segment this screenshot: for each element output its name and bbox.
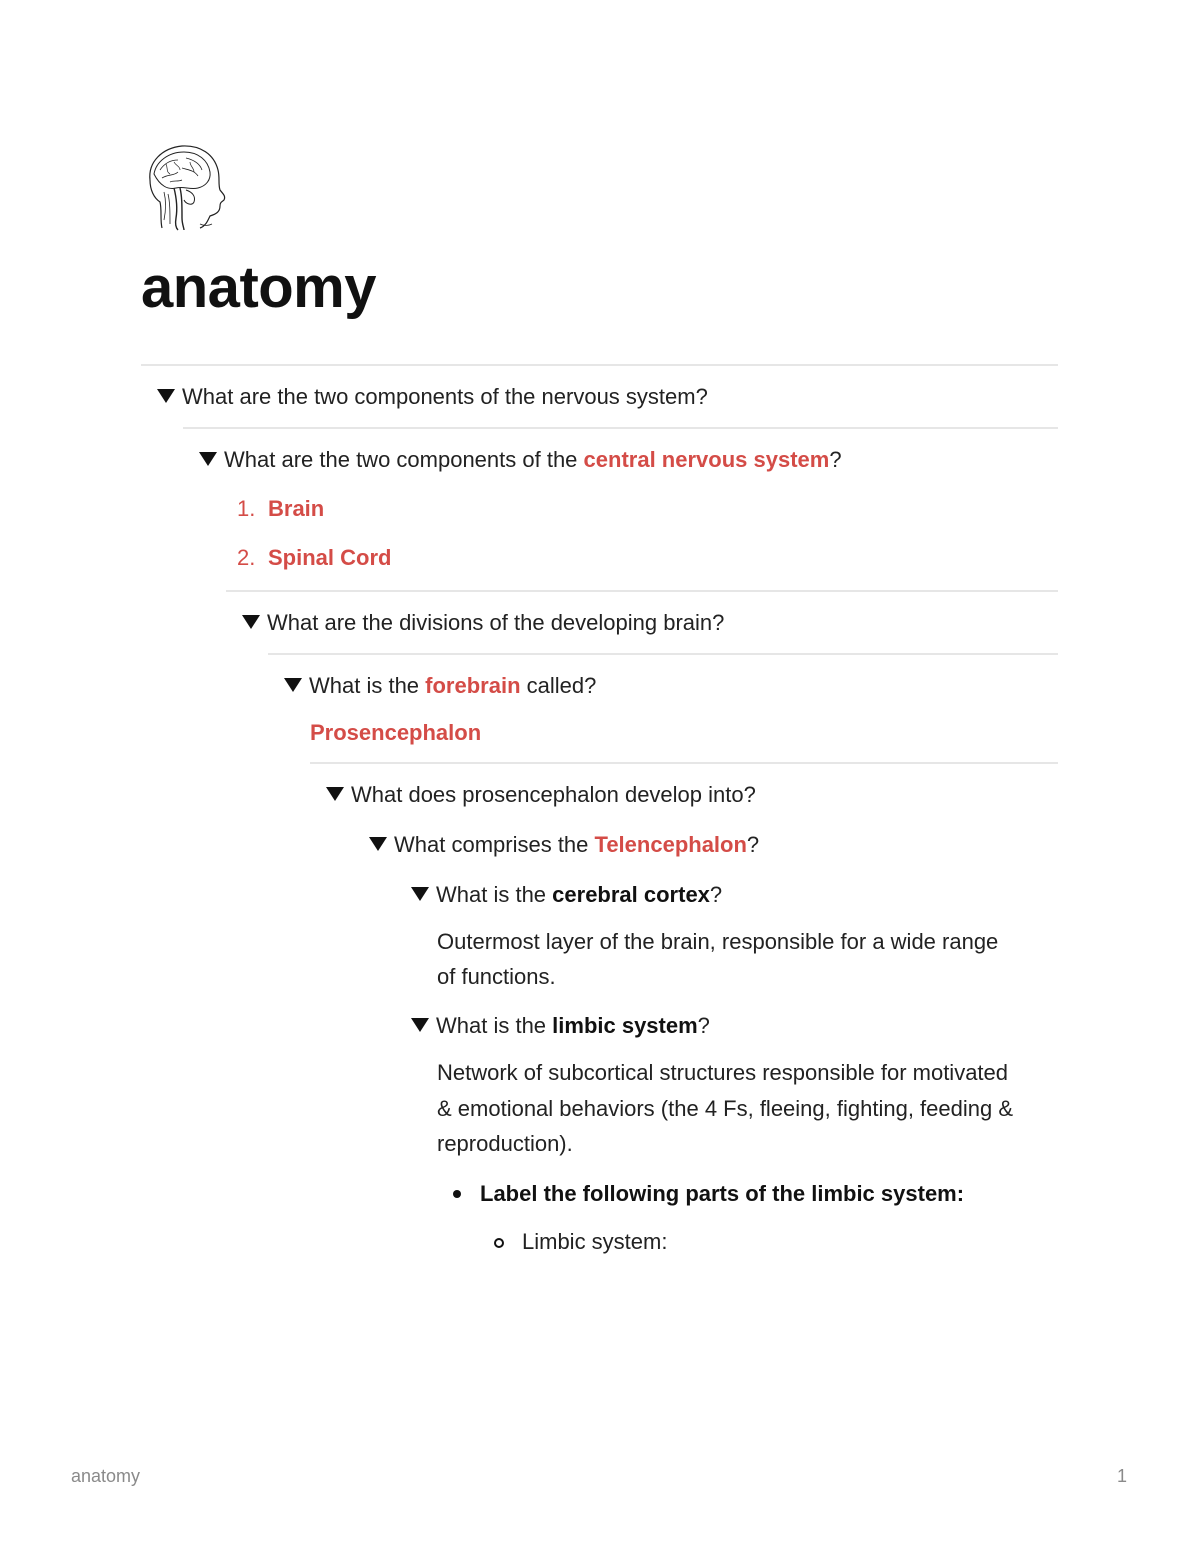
bullet-ring-icon <box>494 1238 504 1248</box>
toggle-bold-term: limbic system <box>552 1013 698 1038</box>
toggle-triangle-icon[interactable] <box>411 887 429 901</box>
toggle-label-prefix: What comprises the <box>394 832 595 857</box>
list-number: 2. <box>237 545 256 570</box>
toggle-triangle-icon[interactable] <box>326 787 344 801</box>
divider <box>226 590 1058 592</box>
answer-limbic-line: reproduction). <box>437 1131 573 1156</box>
bullet-dot-icon <box>453 1190 461 1198</box>
list-item-text: Spinal Cord <box>268 545 392 570</box>
divider <box>310 762 1058 764</box>
toggle-label-prefix: What are the two components of the <box>224 447 584 472</box>
answer-cortex-line: of functions. <box>437 964 556 989</box>
answer-limbic-line: Network of subcortical structures responsible for motivated <box>437 1060 1009 1085</box>
toggle-label-suffix: ? <box>709 882 723 907</box>
divider <box>141 364 1058 366</box>
toggle-triangle-icon[interactable] <box>284 678 302 692</box>
toggle-cerebral-cortex[interactable] <box>411 880 722 910</box>
toggle-triangle-icon[interactable] <box>411 1018 429 1032</box>
list-item-text: Brain <box>268 496 325 521</box>
toggle-prosencephalon-development[interactable] <box>326 780 756 810</box>
toggle-label: What are the two components of the nervous system? <box>182 384 708 409</box>
answer-limbic-line: & emotional behaviors (the 4 Fs, fleeing, fighting, feeding & <box>437 1096 1014 1121</box>
toggle-label: What does prosencephalon develop into? <box>351 782 756 807</box>
toggle-cns-components[interactable] <box>199 445 842 475</box>
toggle-label: What are the divisions of the developing brain? <box>267 610 725 635</box>
brain-anatomy-icon <box>140 140 228 232</box>
toggle-label-prefix: What is the <box>309 673 426 698</box>
toggle-bold-term: cerebral cortex <box>552 882 710 907</box>
list-item <box>237 543 391 573</box>
toggle-label-suffix: ? <box>697 1013 710 1038</box>
toggle-triangle-icon[interactable] <box>199 452 217 466</box>
page-title: anatomy <box>141 255 377 320</box>
toggle-forebrain[interactable] <box>284 671 596 701</box>
footer-doc-name: anatomy <box>71 1466 141 1486</box>
toggle-label-prefix: What is the <box>436 882 553 907</box>
bullet-label-task: Label the following parts of the limbic system: <box>480 1181 965 1206</box>
answer-cortex-line: Outermost layer of the brain, responsible for a wide range <box>437 929 999 954</box>
bullet-limbic-system: Limbic system: <box>522 1229 668 1254</box>
answer-prosencephalon: Prosencephalon <box>310 720 482 745</box>
toggle-developing-brain[interactable] <box>242 608 724 638</box>
toggle-triangle-icon[interactable] <box>242 615 260 629</box>
toggle-label-suffix: ? <box>829 447 842 472</box>
toggle-highlight: forebrain <box>425 673 521 698</box>
list-item <box>237 494 324 524</box>
divider <box>183 427 1058 429</box>
toggle-highlight: central nervous system <box>583 447 830 472</box>
toggle-label-suffix: ? <box>746 832 760 857</box>
toggle-telencephalon[interactable] <box>369 830 759 860</box>
toggle-label-prefix: What is the <box>436 1013 553 1038</box>
toggle-highlight: Telencephalon <box>594 832 747 857</box>
toggle-nervous-system[interactable] <box>157 382 708 412</box>
list-number: 1. <box>237 496 256 521</box>
toggle-limbic-system[interactable] <box>411 1011 710 1041</box>
toggle-label-suffix: called? <box>520 673 597 698</box>
toggle-triangle-icon[interactable] <box>369 837 387 851</box>
footer-page-number: 1 <box>1117 1466 1128 1486</box>
toggle-triangle-icon[interactable] <box>157 389 175 403</box>
divider <box>268 653 1058 655</box>
